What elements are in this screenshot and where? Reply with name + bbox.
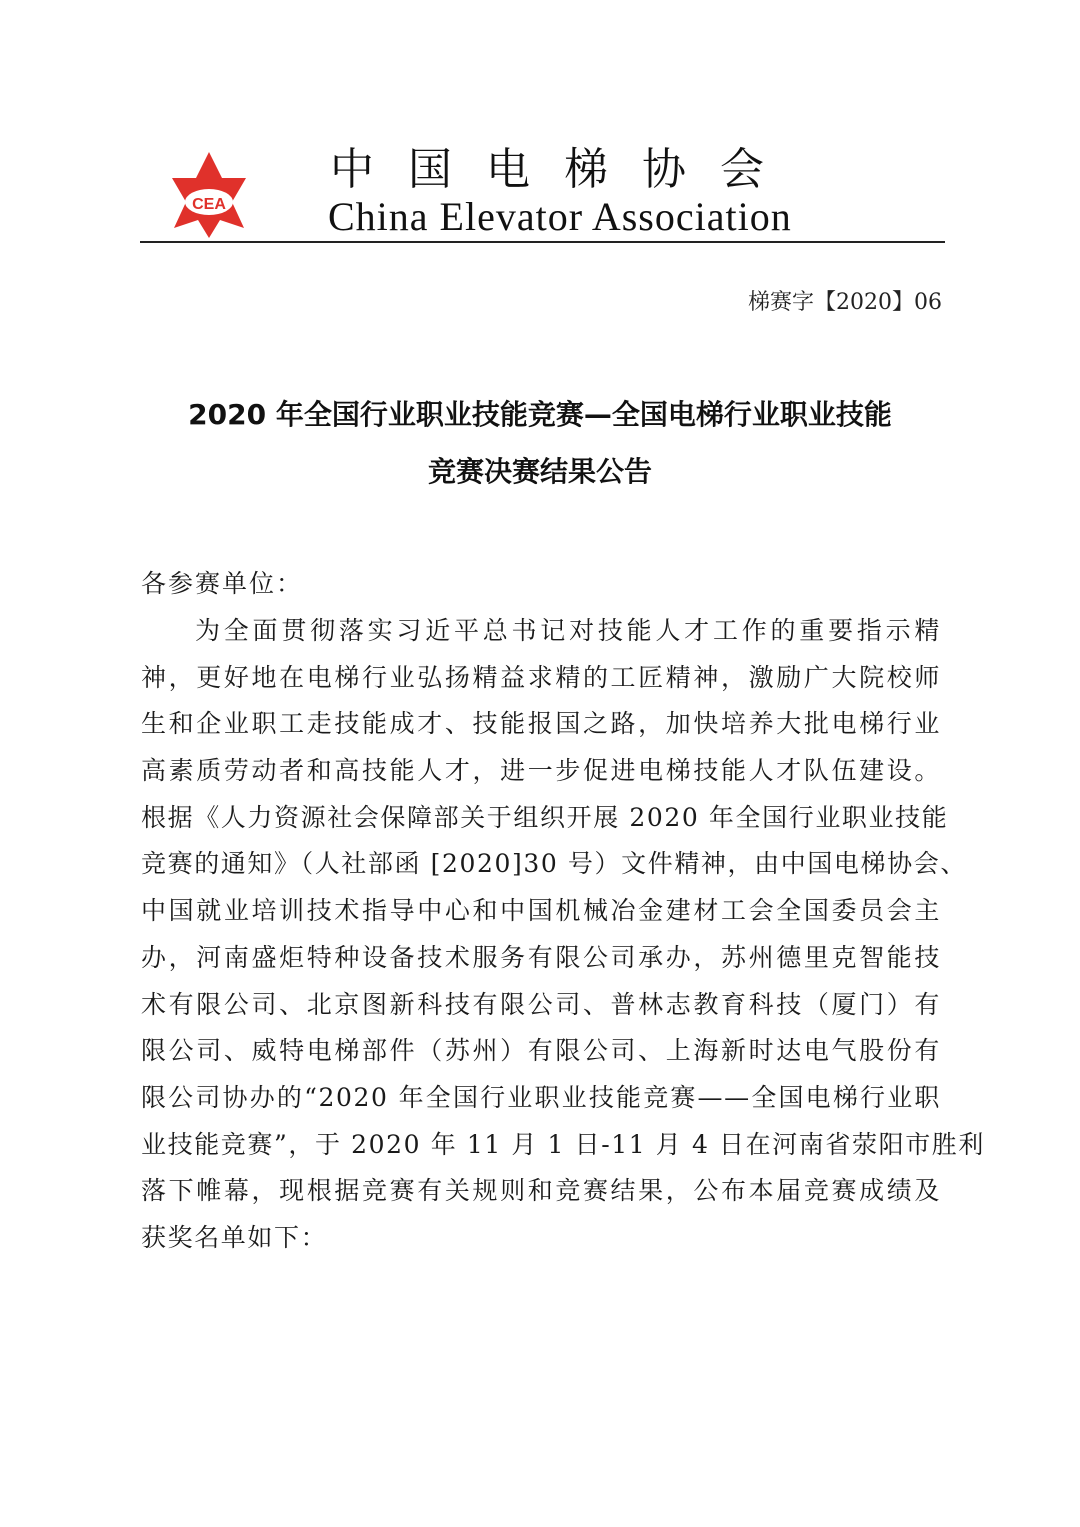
body-line: 生和企业职工走技能成才、技能报国之路，加快培养大批电梯行业 (141, 709, 941, 739)
letterhead (140, 140, 945, 243)
body-line: 限公司协办的“2020 年全国行业职业技能竞赛——全国电梯行业职 (141, 1082, 941, 1112)
body-line: 落下帷幕，现根据竞赛有关规则和竞赛结果，公布本届竞赛成绩及 (141, 1176, 941, 1206)
body-line: 中国就业培训技术指导中心和中国机械冶金建材工会全国委员会主 (141, 896, 941, 926)
letterhead-divider (140, 241, 945, 243)
body-line: 术有限公司、北京图新科技有限公司、普林志教育科技（厦门）有 (141, 989, 941, 1019)
body-line: 高素质劳动者和高技能人才，进一步促进电梯技能人才队伍建设。 (141, 756, 941, 786)
title-line-2: 竞赛决赛结果公告 (427, 455, 652, 488)
body-line: 为全面贯彻落实习近平总书记对技能人才工作的重要指示精 (195, 616, 941, 645)
document-number: 梯赛字【2020】06 (748, 290, 942, 315)
cea-logo (170, 150, 248, 240)
body-line: 根据《人力资源社会保障部关于组织开展 2020 年全国行业职业技能 (141, 802, 949, 832)
logo-text: CEA (192, 196, 226, 213)
org-name-en: China Elevator Association (328, 194, 792, 239)
body-line: 限公司、威特电梯部件（苏州）有限公司、上海新时达电气股份有 (141, 1036, 941, 1066)
body-line: 获奖名单如下： (141, 1222, 328, 1252)
document-title (140, 386, 940, 500)
org-name-cn: 中国电梯协会 (330, 144, 798, 195)
body-line: 竞赛的通知》（人社部函 [2020]30 号）文件精神，由中国电梯协会、 (141, 849, 967, 879)
body-line: 业技能竞赛”，于 2020 年 11 月 1 日-11 月 4 日在河南省荥阳市胜利 (141, 1129, 986, 1159)
title-line-1: 2020 年全国行业职业技能竞赛—全国电梯行业职业技能 (188, 398, 892, 431)
body-line: 办，河南盛炬特种设备技术服务有限公司承办，苏州德里克智能技 (141, 942, 941, 972)
body-line: 神，更好地在电梯行业弘扬精益求精的工匠精神，激励广大院校师 (141, 662, 941, 692)
body-paragraph (141, 608, 986, 1262)
salutation: 各参赛单位： (141, 569, 304, 598)
